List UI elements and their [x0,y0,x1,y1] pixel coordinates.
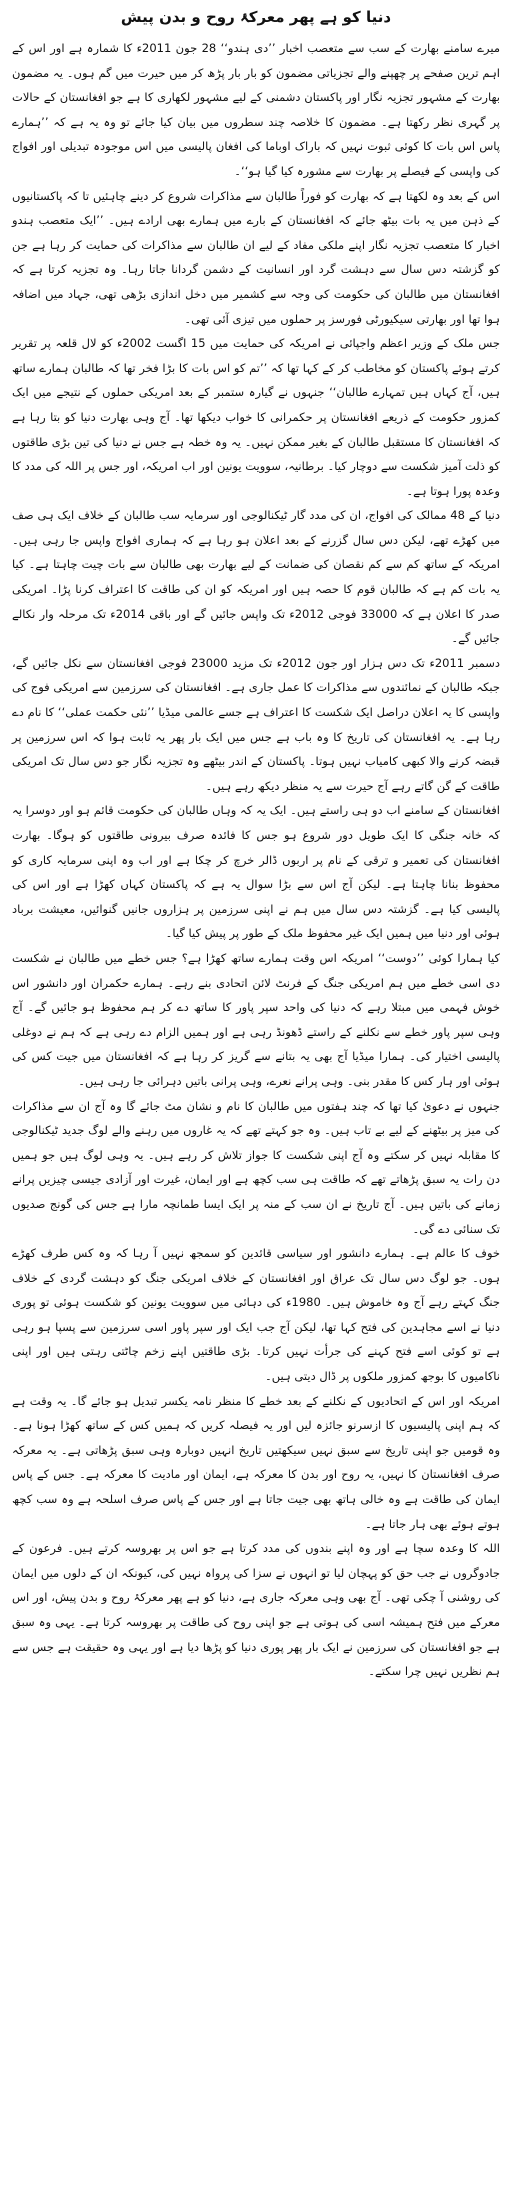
article-paragraph: دنیا کے 48 ممالک کی افواج، ان کی مدد گار ٹیکنالوجی اور سرمایہ سب طالبان کے خلاف ایک ہی صف میں کھڑے تھے، لیکن دس سال گزرنے کے بعد اعلان ہو رہا ہے کہ ہماری افواج واپس جا رہی ہیں۔ امریکہ کے ساتھ کم سے کم نقصان کی ضمانت کے لیے بھارت بھی طالبان سے بات چیت چاہتا ہے۔ کیا یہ بات کم ہے کہ طالبان قوم کا حصہ ہیں اور امریکہ کو ان کی طاقت کا اعتراف کرنا پڑا۔ امریکی صدر کا اعلان ہے کہ 33000 فوجی 2012ء تک واپس جائیں گے اور باقی 2014ء تک مرحلہ وار نکالے جائیں گے۔ [12,508,500,646]
article-paragraph: اس کے بعد وہ لکھتا ہے کہ بھارت کو فوراً طالبان سے مذاکرات شروع کر دینے چاہئیں تا کہ پاکستانیوں کے ذہن میں یہ بات بیٹھ جائے کہ افغانستان کے بارے میں ہمارے بھی ارادے ہیں۔ ’’ایک متعصب ہندو اخبار کا متعصب تجزیہ نگار اپنے ملکی مفاد کے لیے ان طالبان سے مذاکرات کی حمایت کر رہا ہے جن کو گزشتہ دس سال سے دہشت گرد اور انسانیت کے دشمن گردانا جاتا رہا۔ وہ تجزیہ کرتا ہے کہ افغانستان میں طالبان کی حکومت کی وجہ سے کشمیر میں دخل اندازی بڑھی تھی، جہاد میں اضافہ ہوا تھا اور بھارتی سیکیورٹی فورسز پر حملوں میں تیزی آئی تھی۔ [12,188,500,326]
article-paragraph: امریکہ اور اس کے اتحادیوں کے نکلنے کے بعد خطے کا منظر نامہ یکسر تبدیل ہو جائے گا۔ یہ وقت ہے کہ ہم اپنی پالیسیوں کا ازسرنو جائزہ لیں اور یہ فیصلہ کریں کہ ہمیں کس کے ساتھ کھڑا ہونا ہے۔ وہ قومیں جو اپنی تاریخ سے سبق نہیں سیکھتیں تاریخ انہیں دوبارہ وہی سبق پڑھاتی ہے۔ یہ معرکہ صرف افغانستان کا نہیں، یہ روح اور بدن کا معرکہ ہے، ایمان اور مادیت کا معرکہ ہے۔ جس کے پاس ایمان کی طاقت ہے وہ خالی ہاتھ بھی جیت جاتا ہے اور جس کے پاس صرف اسلحہ ہے وہ سب کچھ ہوتے ہوئے بھی ہار جاتا ہے۔ [12,1393,500,1531]
article-paragraph: افغانستان کے سامنے اب دو ہی راستے ہیں۔ ایک یہ کہ وہاں طالبان کی حکومت قائم ہو اور دوسرا یہ کہ خانہ جنگی کا ایک طویل دور شروع ہو جس کا فائدہ صرف بیرونی طاقتوں کو ہوگا۔ بھارت افغانستان کی تعمیر و ترقی کے نام پر اربوں ڈالر خرچ کر چکا ہے اور اب وہ اپنی سرمایہ کاری کو محفوظ بنانا چاہتا ہے۔ لیکن آج اس سے بڑا سوال یہ ہے کہ پاکستان کہاں کھڑا ہے اور اس کی پالیسی کیا ہے۔ گزشتہ دس سال میں ہم نے اپنی سرزمین پر ہزاروں جانیں گنوائیں، معیشت برباد ہوئی اور دنیا میں ہمیں ایک غیر محفوظ ملک کے طور پر پیش کیا گیا۔ [12,803,500,941]
article-paragraph: جس ملک کے وزیر اعظم واجپائی نے امریکہ کی حمایت میں 15 اگست 2002ء کو لال قلعہ پر تقریر کرتے ہوئے پاکستان کو مخاطب کر کے کہا تھا کہ ’’تم کو اس بات کا بڑا فخر تھا کہ طالبان ہمارے ساتھ ہیں، آج کہاں ہیں تمہارے طالبان‘‘ جنہوں نے گیارہ ستمبر کے بعد امریکی حملوں کے نتیجے میں ایک کمزور حکومت کے ذریعے افغانستان پر حکمرانی کا خواب دیکھا تھا۔ آج وہی بھارت دنیا کو بتا رہا ہے کہ افغانستان کا مستقبل طالبان کے بغیر ممکن نہیں۔ یہ وہ خطہ ہے جس نے دنیا کی تین بڑی طاقتوں کو ذلت آمیز شکست سے دوچار کیا۔ برطانیہ، سوویت یونین اور اب امریکہ، اور جس پر اللہ کی مدد کا وعدہ پورا ہوتا ہے۔ [12,336,500,498]
article-paragraph: جنہوں نے دعویٰ کیا تھا کہ چند ہفتوں میں طالبان کا نام و نشان مٹ جائے گا وہ آج ان سے مذاکرات کی میز پر بیٹھنے کے لیے بے تاب ہیں۔ وہ جو کہتے تھے کہ یہ غاروں میں رہنے والے لوگ جدید ٹیکنالوجی کا مقابلہ نہیں کر سکتے وہ آج اپنی شکست کا جواز تلاش کر رہے ہیں۔ یہ وہی لوگ ہیں جو ہمیں دن رات یہ سبق پڑھاتے تھے کہ طاقت ہی سب کچھ ہے اور ایمان، غیرت اور آزادی جیسی چیزیں پرانے زمانے کی باتیں ہیں۔ آج تاریخ نے ان سب کے منہ پر ایک ایسا طمانچہ مارا ہے جس کی گونج صدیوں تک سنائی دے گی۔ [12,1098,500,1236]
article-body [12,36,500,1684]
article-paragraph: دسمبر 2011ء تک دس ہزار اور جون 2012ء تک مزید 23000 فوجی افغانستان سے نکل جائیں گے، جبکہ طالبان کے نمائندوں سے مذاکرات کا عمل جاری ہے۔ افغانستان کی سرزمین سے امریکی فوج کی واپسی کا یہ اعلان دراصل ایک شکست کا اعتراف ہے جسے عالمی میڈیا ’’نئی حکمت عملی‘‘ کا نام دے رہا ہے۔ یہ افغانستان کی تاریخ کا وہ باب ہے جس میں ایک بار پھر یہ ثابت ہوا کہ اس سرزمین پر قبضہ کرنے والا کبھی کامیاب نہیں ہوتا۔ پاکستان کے اندر بیٹھے وہ تجزیہ نگار جو دس سال تک امریکی طاقت کے گن گاتے رہے آج حیرت سے یہ منظر دیکھ رہے ہیں۔ [12,655,500,793]
article-paragraph: کیا ہمارا کوئی ’’دوست‘‘ امریکہ اس وقت ہمارے ساتھ کھڑا ہے؟ جس خطے میں طالبان نے شکست دی اسی خطے میں ہم امریکی جنگ کے فرنٹ لائن اتحادی بنے رہے۔ ہمارے حکمران اور دانشور اس خوش فہمی میں مبتلا رہے کہ دنیا کی واحد سپر پاور کا ساتھ دے کر ہم محفوظ ہو جائیں گے۔ آج وہی سپر پاور خطے سے نکلنے کے راستے ڈھونڈ رہی ہے اور ہمیں الزام دے رہی ہے کہ ہم نے دوغلی پالیسی اختیار کی۔ ہمارا میڈیا آج بھی یہ بتانے سے گریز کر رہا ہے کہ افغانستان میں جیت کس کی ہوئی اور ہار کس کا مقدر بنی۔ وہی پرانے نعرے، وہی پرانی باتیں دہرائی جا رہی ہیں۔ [12,950,500,1088]
article-paragraph: اللہ کا وعدہ سچا ہے اور وہ اپنے بندوں کی مدد کرتا ہے جو اس پر بھروسہ کرتے ہیں۔ فرعون کے جادوگروں نے جب حق کو پہچان لیا تو انہوں نے سزا کی پرواہ نہیں کی، کیونکہ ان کے دلوں میں ایمان کی روشنی آ چکی تھی۔ آج بھی وہی معرکہ جاری ہے، دنیا کو ہے پھر معرکۂ روح و بدن پیش، اور اس معرکے میں فتح ہمیشہ اسی کی ہوتی ہے جو اپنی روح کی طاقت پر بھروسہ کرتا ہے۔ یہی وہ سبق ہے جو افغانستان کی سرزمین نے ایک بار پھر پوری دنیا کو پڑھا دیا ہے اور یہی وہ حقیقت ہے جس سے ہم نظریں نہیں چرا سکتے۔ [12,1541,500,1679]
article-paragraph: میرے سامنے بھارت کے سب سے متعصب اخبار ’’دی ہندو‘‘ 28 جون 2011ء کا شمارہ ہے اور اس کے اہم ترین صفحے پر چھپنے والے تجزیاتی مضمون کو بار بار پڑھ کر میں حیرت میں گم ہوں۔ یہ مضمون بھارت کے مشہور تجزیہ نگار اور پاکستان دشمنی کے لیے مشہور لکھاری کا ہے جو افغانستان کے حالات پر گہری نظر رکھتا ہے۔ مضمون کا خلاصہ چند سطروں میں بیان کیا جائے تو وہ یہ ہے کہ ’’ہمارے پاس اس بات کا کوئی ثبوت نہیں کہ باراک اوباما کی افغان پالیسی میں اس موجودہ تبدیلی اور افواج کی واپسی کے فیصلے پر بھارت سے مشورہ کیا گیا ہو‘‘۔ [12,41,501,178]
article-headline: دنیا کو ہے پھر معرکۂ روح و بدن پیش [120,8,392,26]
article-paragraph: خوف کا عالم ہے۔ ہمارے دانشور اور سیاسی قائدین کو سمجھ نہیں آ رہا کہ وہ کس طرف کھڑے ہوں۔ جو لوگ دس سال تک عراق اور افغانستان کے خلاف امریکی جنگ کو دہشت گردی کے خلاف جنگ کہتے رہے آج وہ خاموش ہیں۔ 1980ء کی دہائی میں سوویت یونین کو شکست ہوئی تو پوری دنیا نے اسے مجاہدین کی فتح کہا تھا، لیکن آج جب ایک اور سپر پاور اسی سرزمین سے پسپا ہو رہی ہے تو کوئی اسے فتح کہنے کی جرأت نہیں کرتا۔ بڑی طاقتیں اپنے زخم چاٹتی رہتی ہیں اور اپنی ناکامیوں کا بوجھ کمزور ملکوں پر ڈال دیتی ہیں۔ [12,1246,500,1384]
